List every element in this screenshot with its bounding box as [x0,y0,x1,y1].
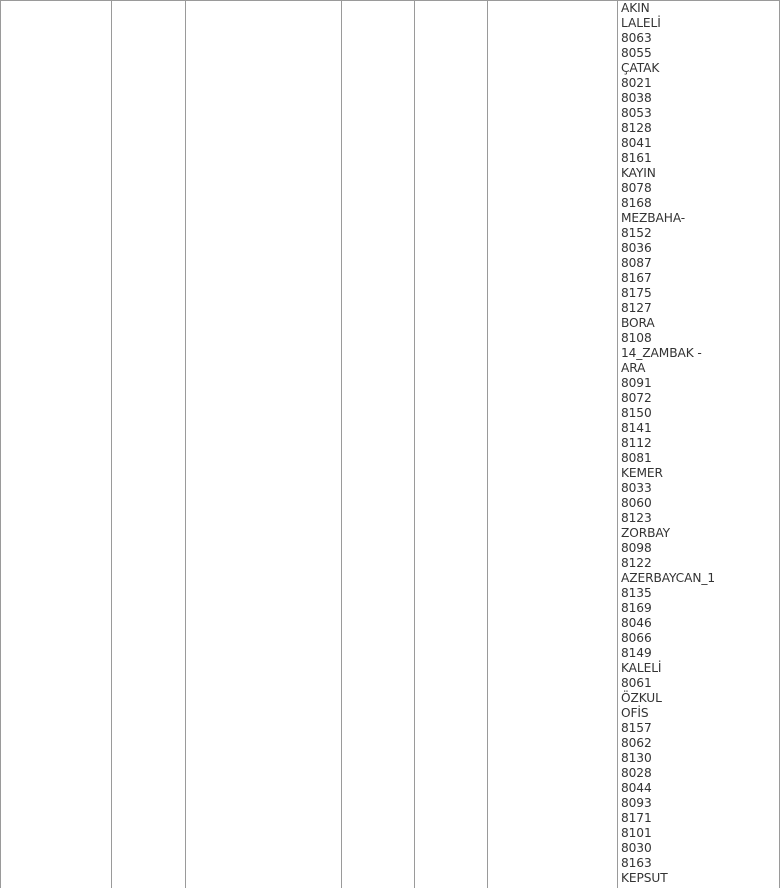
list-item: 8030 [621,841,652,855]
list-item: 8098 [621,541,652,555]
list-item: 8055 [621,46,652,60]
list-item: 8033 [621,481,652,495]
list-item: ARA [621,361,646,375]
list-item: 8072 [621,391,652,405]
entry-list [621,1,779,886]
list-item: 8167 [621,271,652,285]
list-item: 8091 [621,376,652,390]
list-item: 8175 [621,286,652,300]
list-item: ÇATAK [621,61,660,75]
list-item: KEMER [621,466,663,480]
list-item: 8038 [621,91,652,105]
table-cell-3 [186,1,342,888]
list-item: 8127 [621,301,652,315]
list-item: AKIN [621,1,650,15]
list-item: 8163 [621,856,652,870]
list-item: 8135 [621,586,652,600]
list-item: 8108 [621,331,652,345]
list-item: BORA [621,316,655,330]
list-item: 8060 [621,496,652,510]
list-item: LALELİ [621,16,661,30]
list-item: 8169 [621,601,652,615]
table-cell-4 [342,1,415,888]
list-item: 8053 [621,106,652,120]
list-item: 8036 [621,241,652,255]
list-item: 8130 [621,751,652,765]
list-item: 8171 [621,811,652,825]
list-item: 8062 [621,736,652,750]
list-item: 8101 [621,826,652,840]
table-cell-7 [618,1,780,888]
list-item: KALELİ [621,661,662,675]
list-item: 8128 [621,121,652,135]
list-item: 8061 [621,676,652,690]
list-item: 8028 [621,766,652,780]
table-row [1,1,780,888]
list-item: 8123 [621,511,652,525]
list-item: 8066 [621,631,652,645]
list-item: 8149 [621,646,652,660]
list-item: 14_ZAMBAK - [621,346,702,360]
list-item: 8078 [621,181,652,195]
list-item: OFİS [621,706,649,720]
list-item: 8112 [621,436,652,450]
list-item: KAYIN [621,166,656,180]
list-item: KEPSUT [621,871,668,885]
list-item: 8081 [621,451,652,465]
list-item: 8093 [621,796,652,810]
list-item: 8063 [621,31,652,45]
list-item: 8044 [621,781,652,795]
table-cell-5 [415,1,488,888]
list-item: 8122 [621,556,652,570]
table-cell-1 [1,1,112,888]
list-item: 8087 [621,256,652,270]
list-item: 8161 [621,151,652,165]
list-item: 8152 [621,226,652,240]
list-item: 8046 [621,616,652,630]
list-item: 8168 [621,196,652,210]
list-item: 8041 [621,136,652,150]
list-item: 8150 [621,406,652,420]
list-item: MEZBAHA- [621,211,686,225]
table-cell-6 [488,1,618,888]
list-item: ZORBAY [621,526,671,540]
table-cell-2 [112,1,186,888]
list-item: AZERBAYCAN_1 [621,571,715,585]
list-item: 8157 [621,721,652,735]
list-item: 8141 [621,421,652,435]
list-item: ÖZKUL [621,691,662,705]
list-item: 8021 [621,76,652,90]
